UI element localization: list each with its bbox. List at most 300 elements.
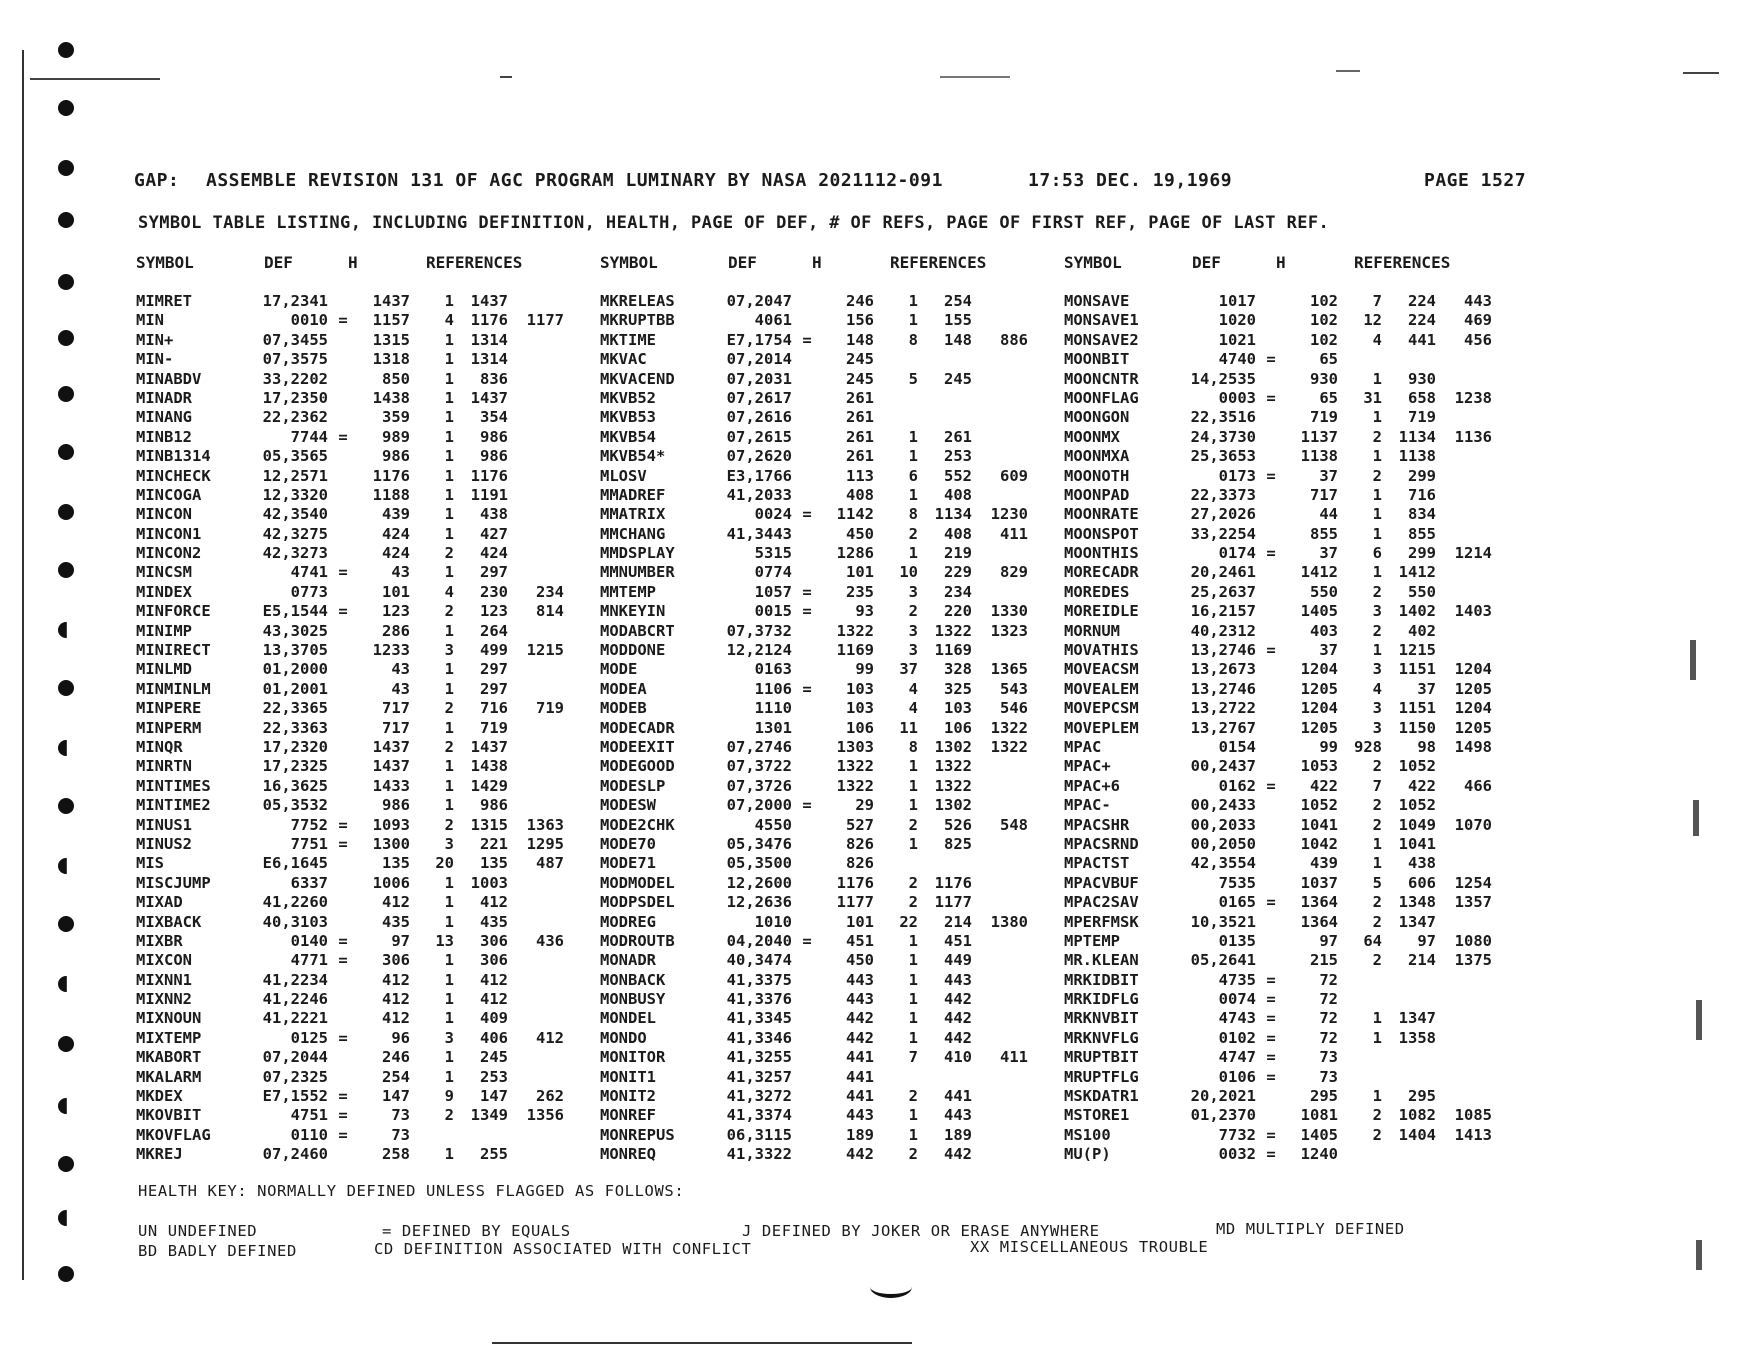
symbol-row — [600, 913, 1080, 932]
symbol-row — [1064, 563, 1544, 582]
symbol-def: 40,3103 — [262, 912, 328, 931]
symbol-def-page: 717 — [382, 699, 410, 718]
symbol-def: 41,2246 — [262, 990, 328, 1009]
col-references-header: REFERENCES — [426, 253, 523, 272]
symbol-def: 13,2722 — [1190, 699, 1256, 718]
symbol-def-page: 65 — [1319, 350, 1338, 369]
symbol-def-page: 717 — [1310, 485, 1338, 504]
symbol-def-page: 261 — [846, 447, 874, 466]
symbol-ref-count: 1 — [908, 970, 918, 989]
symbol-def: 5315 — [754, 544, 792, 563]
symbol-def-page: 1053 — [1300, 757, 1338, 776]
symbol-def: 00,2437 — [1190, 757, 1256, 776]
symbol-name: MINRTN — [136, 757, 192, 776]
symbol-def: 24,3730 — [1190, 427, 1256, 446]
symbol-def: 43,3025 — [262, 621, 328, 640]
health-key-misc: XX MISCELLANEOUS TROUBLE — [970, 1238, 1209, 1256]
symbol-name: MOVATHIS — [1064, 641, 1139, 660]
symbol-first-ref: 299 — [1408, 544, 1436, 563]
symbol-row — [600, 932, 1080, 951]
symbol-row — [600, 1009, 1080, 1028]
symbol-first-ref: 106 — [944, 718, 972, 737]
symbol-name: MODESW — [600, 796, 656, 815]
symbol-row — [136, 1009, 616, 1028]
symbol-ref-count: 1 — [908, 990, 918, 1009]
symbol-first-ref: 328 — [944, 660, 972, 679]
symbol-ref-count: 1 — [1372, 834, 1382, 853]
symbol-ref-count: 1 — [444, 1048, 454, 1067]
symbol-row — [1064, 1029, 1544, 1048]
symbol-first-ref: 306 — [480, 931, 508, 950]
symbol-first-ref: 297 — [480, 660, 508, 679]
symbol-def-page: 412 — [382, 1009, 410, 1028]
symbol-last-ref: 262 — [536, 1087, 564, 1106]
symbol-def-page: 106 — [846, 718, 874, 737]
symbol-last-ref: 1205 — [1454, 679, 1492, 698]
symbol-first-ref: 1150 — [1398, 718, 1436, 737]
symbol-last-ref: 1322 — [990, 737, 1028, 756]
symbol-name: MODEEXIT — [600, 737, 675, 756]
symbol-row — [600, 311, 1080, 330]
symbol-name: MOVEPCSM — [1064, 699, 1139, 718]
symbol-def-page: 1041 — [1300, 815, 1338, 834]
symbol-def-page: 1037 — [1300, 873, 1338, 892]
symbol-health: = — [1266, 1028, 1276, 1047]
symbol-first-ref: 1437 — [470, 737, 508, 756]
symbol-first-ref: 442 — [944, 1145, 972, 1164]
symbol-last-ref: 1204 — [1454, 660, 1492, 679]
symbol-def: 1010 — [754, 912, 792, 931]
symbol-ref-count: 10 — [899, 563, 918, 582]
symbol-first-ref: 412 — [480, 970, 508, 989]
symbol-first-ref: 1315 — [470, 815, 508, 834]
symbol-def: 42,3540 — [262, 505, 328, 524]
symbol-def: 1021 — [1218, 330, 1256, 349]
symbol-def: 0032 — [1218, 1145, 1256, 1164]
symbol-last-ref: 1070 — [1454, 815, 1492, 834]
symbol-def-page: 1042 — [1300, 834, 1338, 853]
symbol-name: MOONBIT — [1064, 350, 1130, 369]
symbol-def: 00,2033 — [1190, 815, 1256, 834]
symbol-first-ref: 435 — [480, 912, 508, 931]
symbol-health: = — [802, 330, 812, 349]
symbol-def: 7752 — [290, 815, 328, 834]
symbol-def-page: 443 — [846, 990, 874, 1009]
symbol-health: = — [802, 796, 812, 815]
symbol-name: MPACVBUF — [1064, 873, 1139, 892]
symbol-last-ref: 436 — [536, 931, 564, 950]
symbol-name: MONREPUS — [600, 1125, 675, 1144]
symbol-row — [136, 1145, 616, 1164]
symbol-def: 13,2746 — [1190, 679, 1256, 698]
symbol-name: MONSAVE2 — [1064, 330, 1139, 349]
symbol-row — [1064, 874, 1544, 893]
symbol-name: MIXBR — [136, 931, 183, 950]
symbol-row — [136, 641, 616, 660]
symbol-first-ref: 155 — [944, 311, 972, 330]
symbol-row — [1064, 486, 1544, 505]
symbol-health: = — [1266, 1067, 1276, 1086]
symbol-ref-count: 1 — [1372, 641, 1382, 660]
symbol-ref-count: 7 — [1372, 292, 1382, 310]
symbol-first-ref: 1003 — [470, 873, 508, 892]
symbol-row — [600, 699, 1080, 718]
symbol-def-page: 443 — [846, 1106, 874, 1125]
col-def-header: DEF — [728, 253, 757, 272]
punch-hole — [58, 386, 74, 402]
symbol-health: = — [802, 931, 812, 950]
symbol-ref-count: 1 — [444, 912, 454, 931]
symbol-def-page: 1204 — [1300, 699, 1338, 718]
symbol-first-ref: 1302 — [934, 796, 972, 815]
symbol-first-ref: 1438 — [470, 757, 508, 776]
symbol-def-page: 1176 — [372, 466, 410, 485]
symbol-row — [600, 428, 1080, 447]
symbol-last-ref: 1214 — [1454, 544, 1492, 563]
symbol-def: 33,2254 — [1190, 524, 1256, 543]
symbol-first-ref: 441 — [944, 1087, 972, 1106]
symbol-name: MINUS1 — [136, 815, 192, 834]
symbol-def: 1020 — [1218, 311, 1256, 330]
symbol-ref-count: 1 — [444, 427, 454, 446]
symbol-first-ref: 1347 — [1398, 1009, 1436, 1028]
punch-hole — [58, 976, 74, 992]
punch-hole — [58, 1156, 74, 1172]
symbol-def: E6,1645 — [262, 854, 328, 873]
symbol-def: 0102 — [1218, 1028, 1256, 1047]
symbol-def-page: 986 — [382, 447, 410, 466]
symbol-ref-count: 1 — [1372, 369, 1382, 388]
right-edge-mark — [1693, 800, 1699, 836]
symbol-def: 07,2031 — [726, 369, 792, 388]
symbol-name: MINCHECK — [136, 466, 211, 485]
symbol-ref-count: 2 — [1372, 466, 1382, 485]
punch-hole — [58, 680, 74, 696]
symbol-def: 07,3575 — [262, 350, 328, 369]
symbol-ref-count: 3 — [444, 1028, 454, 1047]
symbol-def: 41,2260 — [262, 893, 328, 912]
symbol-first-ref: 402 — [1408, 621, 1436, 640]
listing-header — [134, 170, 1534, 194]
symbol-def-page: 189 — [846, 1125, 874, 1144]
symbol-def-page: 103 — [846, 699, 874, 718]
symbol-first-ref: 148 — [944, 330, 972, 349]
symbol-row — [1064, 796, 1544, 815]
symbol-health: = — [802, 602, 812, 621]
symbol-def: 1057 — [754, 582, 792, 601]
symbol-first-ref: 836 — [480, 369, 508, 388]
symbol-def-page: 1204 — [1300, 660, 1338, 679]
symbol-def: 07,2044 — [262, 1048, 328, 1067]
symbol-health: = — [1266, 1009, 1276, 1028]
symbol-def-page: 1177 — [836, 893, 874, 912]
symbol-def-page: 424 — [382, 524, 410, 543]
symbol-row — [600, 1145, 1080, 1164]
symbol-last-ref: 412 — [536, 1028, 564, 1047]
symbol-first-ref: 825 — [944, 834, 972, 853]
symbol-first-ref: 409 — [480, 1009, 508, 1028]
symbol-def-page: 73 — [1319, 1048, 1338, 1067]
symbol-ref-count: 4 — [908, 679, 918, 698]
symbol-def-page: 1006 — [372, 873, 410, 892]
symbol-ref-count: 7 — [1372, 776, 1382, 795]
symbol-name: MONIT1 — [600, 1067, 656, 1086]
right-edge-mark — [1696, 1000, 1702, 1040]
symbol-name: MU(P) — [1064, 1145, 1111, 1164]
symbol-def-page: 986 — [382, 796, 410, 815]
symbol-ref-count: 2 — [444, 737, 454, 756]
symbol-def: 42,3273 — [262, 544, 328, 563]
symbol-row — [1064, 1126, 1544, 1145]
symbol-first-ref: 224 — [1408, 292, 1436, 310]
symbol-ref-count: 3 — [908, 621, 918, 640]
symbol-first-ref: 412 — [480, 893, 508, 912]
symbol-first-ref: 1082 — [1398, 1106, 1436, 1125]
symbol-def: 41,2234 — [262, 970, 328, 989]
symbol-last-ref: 487 — [536, 854, 564, 873]
symbol-row — [1064, 350, 1544, 369]
symbol-def: 16,2157 — [1190, 602, 1256, 621]
symbol-first-ref: 1314 — [470, 330, 508, 349]
symbol-ref-count: 1 — [1372, 408, 1382, 427]
symbol-def-page: 102 — [1310, 330, 1338, 349]
symbol-def-page: 1300 — [372, 834, 410, 853]
symbol-ref-count: 928 — [1354, 737, 1382, 756]
symbol-row — [1064, 622, 1544, 641]
symbol-def: 0154 — [1218, 737, 1256, 756]
symbol-def: 07,2620 — [726, 447, 792, 466]
symbol-first-ref: 410 — [944, 1048, 972, 1067]
symbol-health: = — [338, 834, 348, 853]
symbol-def-page: 235 — [846, 582, 874, 601]
symbol-row — [1064, 1068, 1544, 1087]
symbol-def: 17,2350 — [262, 388, 328, 407]
symbol-def-page: 1240 — [1300, 1145, 1338, 1164]
paper-fold-mark — [870, 1276, 912, 1298]
symbol-first-ref: 97 — [1417, 931, 1436, 950]
symbol-def: 4550 — [754, 815, 792, 834]
symbol-first-ref: 412 — [480, 990, 508, 1009]
symbol-ref-count: 1 — [444, 350, 454, 369]
symbol-first-ref: 719 — [480, 718, 508, 737]
symbol-last-ref: 466 — [1464, 776, 1492, 795]
symbol-name: MPACSHR — [1064, 815, 1130, 834]
symbol-row — [600, 796, 1080, 815]
symbol-ref-count: 1 — [444, 718, 454, 737]
punch-hole — [58, 274, 74, 290]
symbol-name: MINDEX — [136, 582, 192, 601]
symbol-ref-count: 1 — [444, 951, 454, 970]
symbol-first-ref: 1358 — [1398, 1028, 1436, 1047]
symbol-name: MKDEX — [136, 1087, 183, 1106]
symbol-name: MIXAD — [136, 893, 183, 912]
symbol-row — [1064, 1106, 1544, 1125]
symbol-name: MINTIME2 — [136, 796, 211, 815]
symbol-first-ref: 1348 — [1398, 893, 1436, 912]
symbol-name: MOONRATE — [1064, 505, 1139, 524]
symbol-row — [600, 292, 1080, 311]
symbol-def: 0024 — [754, 505, 792, 524]
symbol-last-ref: 1365 — [990, 660, 1028, 679]
symbol-last-ref: 1215 — [526, 641, 564, 660]
symbol-def: 4061 — [754, 311, 792, 330]
symbol-name: MKVB54* — [600, 447, 666, 466]
symbol-health: = — [338, 427, 348, 446]
symbol-row — [136, 816, 616, 835]
symbol-ref-count: 4 — [1372, 679, 1382, 698]
symbol-def-page: 306 — [382, 951, 410, 970]
symbol-ref-count: 1 — [1372, 447, 1382, 466]
symbol-ref-count: 64 — [1363, 931, 1382, 950]
symbol-def-page: 93 — [855, 602, 874, 621]
symbol-health: = — [338, 311, 348, 330]
symbol-name: MSKDATR1 — [1064, 1087, 1139, 1106]
symbol-def: 4743 — [1218, 1009, 1256, 1028]
health-key-equals: = DEFINED BY EQUALS — [382, 1222, 571, 1240]
symbol-health: = — [1266, 641, 1276, 660]
symbol-last-ref: 1413 — [1454, 1125, 1492, 1144]
symbol-last-ref: 886 — [1000, 330, 1028, 349]
symbol-row — [600, 835, 1080, 854]
symbol-row — [1064, 292, 1544, 311]
symbol-def-page: 1437 — [372, 757, 410, 776]
symbol-def-page: 441 — [846, 1087, 874, 1106]
symbol-first-ref: 443 — [944, 970, 972, 989]
symbol-def-page: 1286 — [836, 544, 874, 563]
symbol-name: MOONCNTR — [1064, 369, 1139, 388]
symbol-name: MR.KLEAN — [1064, 951, 1139, 970]
symbol-last-ref: 411 — [1000, 524, 1028, 543]
symbol-health: = — [338, 563, 348, 582]
symbol-def-page: 99 — [855, 660, 874, 679]
col-symbol-header: SYMBOL — [1064, 253, 1122, 272]
symbol-row — [1064, 835, 1544, 854]
symbol-row — [1064, 777, 1544, 796]
symbol-def: 07,2615 — [726, 427, 792, 446]
symbol-def: 07,3732 — [726, 621, 792, 640]
symbol-name: MOVEACSM — [1064, 660, 1139, 679]
symbol-def-page: 359 — [382, 408, 410, 427]
col-symbol-header: SYMBOL — [136, 253, 194, 272]
symbol-row — [136, 913, 616, 932]
symbol-last-ref: 1204 — [1454, 699, 1492, 718]
symbol-first-ref: 499 — [480, 641, 508, 660]
symbol-name: MPAC+ — [1064, 757, 1111, 776]
symbol-def-page: 826 — [846, 834, 874, 853]
symbol-row — [1064, 408, 1544, 427]
symbol-ref-count: 2 — [444, 699, 454, 718]
symbol-row — [600, 622, 1080, 641]
symbol-ref-count: 1 — [444, 621, 454, 640]
punch-hole — [58, 212, 74, 228]
symbol-name: MINLMD — [136, 660, 192, 679]
symbol-def: 25,2637 — [1190, 582, 1256, 601]
symbol-name: MOONSPOT — [1064, 524, 1139, 543]
symbol-def: E7,1754 — [726, 330, 792, 349]
symbol-def: 22,3365 — [262, 699, 328, 718]
symbol-name: MODE71 — [600, 854, 656, 873]
symbol-ref-count: 3 — [908, 582, 918, 601]
symbol-row — [136, 370, 616, 389]
symbol-ref-count: 1 — [444, 660, 454, 679]
symbol-row — [136, 660, 616, 679]
symbol-first-ref: 427 — [480, 524, 508, 543]
symbol-first-ref: 37 — [1417, 679, 1436, 698]
symbol-ref-count: 1 — [444, 1009, 454, 1028]
symbol-row — [1064, 467, 1544, 486]
symbol-first-ref: 325 — [944, 679, 972, 698]
symbol-name: MMNUMBER — [600, 563, 675, 582]
symbol-name: MIS — [136, 854, 164, 873]
symbol-name: MKTIME — [600, 330, 656, 349]
symbol-row — [1064, 331, 1544, 350]
symbol-ref-count: 1 — [908, 796, 918, 815]
symbol-def: 13,2673 — [1190, 660, 1256, 679]
symbol-health: = — [338, 602, 348, 621]
binder-margin-line — [22, 50, 24, 1280]
symbol-name: MKVB52 — [600, 388, 656, 407]
symbol-row — [600, 757, 1080, 776]
symbol-ref-count: 2 — [908, 524, 918, 543]
symbol-name: MODEB — [600, 699, 647, 718]
symbol-row — [600, 777, 1080, 796]
symbol-def: 0140 — [290, 931, 328, 950]
symbol-def: 0174 — [1218, 544, 1256, 563]
symbol-def-page: 1437 — [372, 292, 410, 310]
symbol-health: = — [338, 1125, 348, 1144]
symbol-row — [136, 835, 616, 854]
symbol-def-page: 412 — [382, 970, 410, 989]
symbol-first-ref: 1437 — [470, 292, 508, 310]
symbol-name: MINB12 — [136, 427, 192, 446]
symbol-row — [136, 971, 616, 990]
symbol-last-ref: 1295 — [526, 834, 564, 853]
symbol-last-ref: 1238 — [1454, 388, 1492, 407]
symbol-def: 22,2362 — [262, 408, 328, 427]
symbol-name: MOVEPLEM — [1064, 718, 1139, 737]
symbol-def-page: 1233 — [372, 641, 410, 660]
symbol-def: 13,2746 — [1190, 641, 1256, 660]
symbol-def: 1301 — [754, 718, 792, 737]
top-dash — [500, 76, 512, 78]
symbol-name: MOONMXA — [1064, 447, 1130, 466]
symbol-ref-count: 1 — [444, 776, 454, 795]
symbol-health: = — [1266, 350, 1276, 369]
symbol-name: MINUS2 — [136, 834, 192, 853]
symbol-ref-count: 1 — [908, 757, 918, 776]
symbol-first-ref: 221 — [480, 834, 508, 853]
symbol-def-page: 261 — [846, 408, 874, 427]
symbol-row — [600, 583, 1080, 602]
symbol-name: MONBUSY — [600, 990, 666, 1009]
symbol-last-ref: 719 — [536, 699, 564, 718]
symbol-name: MRKNVFLG — [1064, 1028, 1139, 1047]
symbol-first-ref: 354 — [480, 408, 508, 427]
punch-hole — [58, 1210, 74, 1226]
symbol-def: 12,3320 — [262, 485, 328, 504]
symbol-def: E3,1766 — [726, 466, 792, 485]
symbol-def-page: 1322 — [836, 621, 874, 640]
symbol-def: 4740 — [1218, 350, 1256, 369]
symbol-def: 4751 — [290, 1106, 328, 1125]
symbol-def: 4771 — [290, 951, 328, 970]
punch-hole — [58, 444, 74, 460]
symbol-def: 07,2047 — [726, 292, 792, 310]
symbol-def-page: 717 — [382, 718, 410, 737]
symbol-row — [136, 389, 616, 408]
symbol-name: MMADREF — [600, 485, 666, 504]
symbol-first-ref: 855 — [1408, 524, 1436, 543]
